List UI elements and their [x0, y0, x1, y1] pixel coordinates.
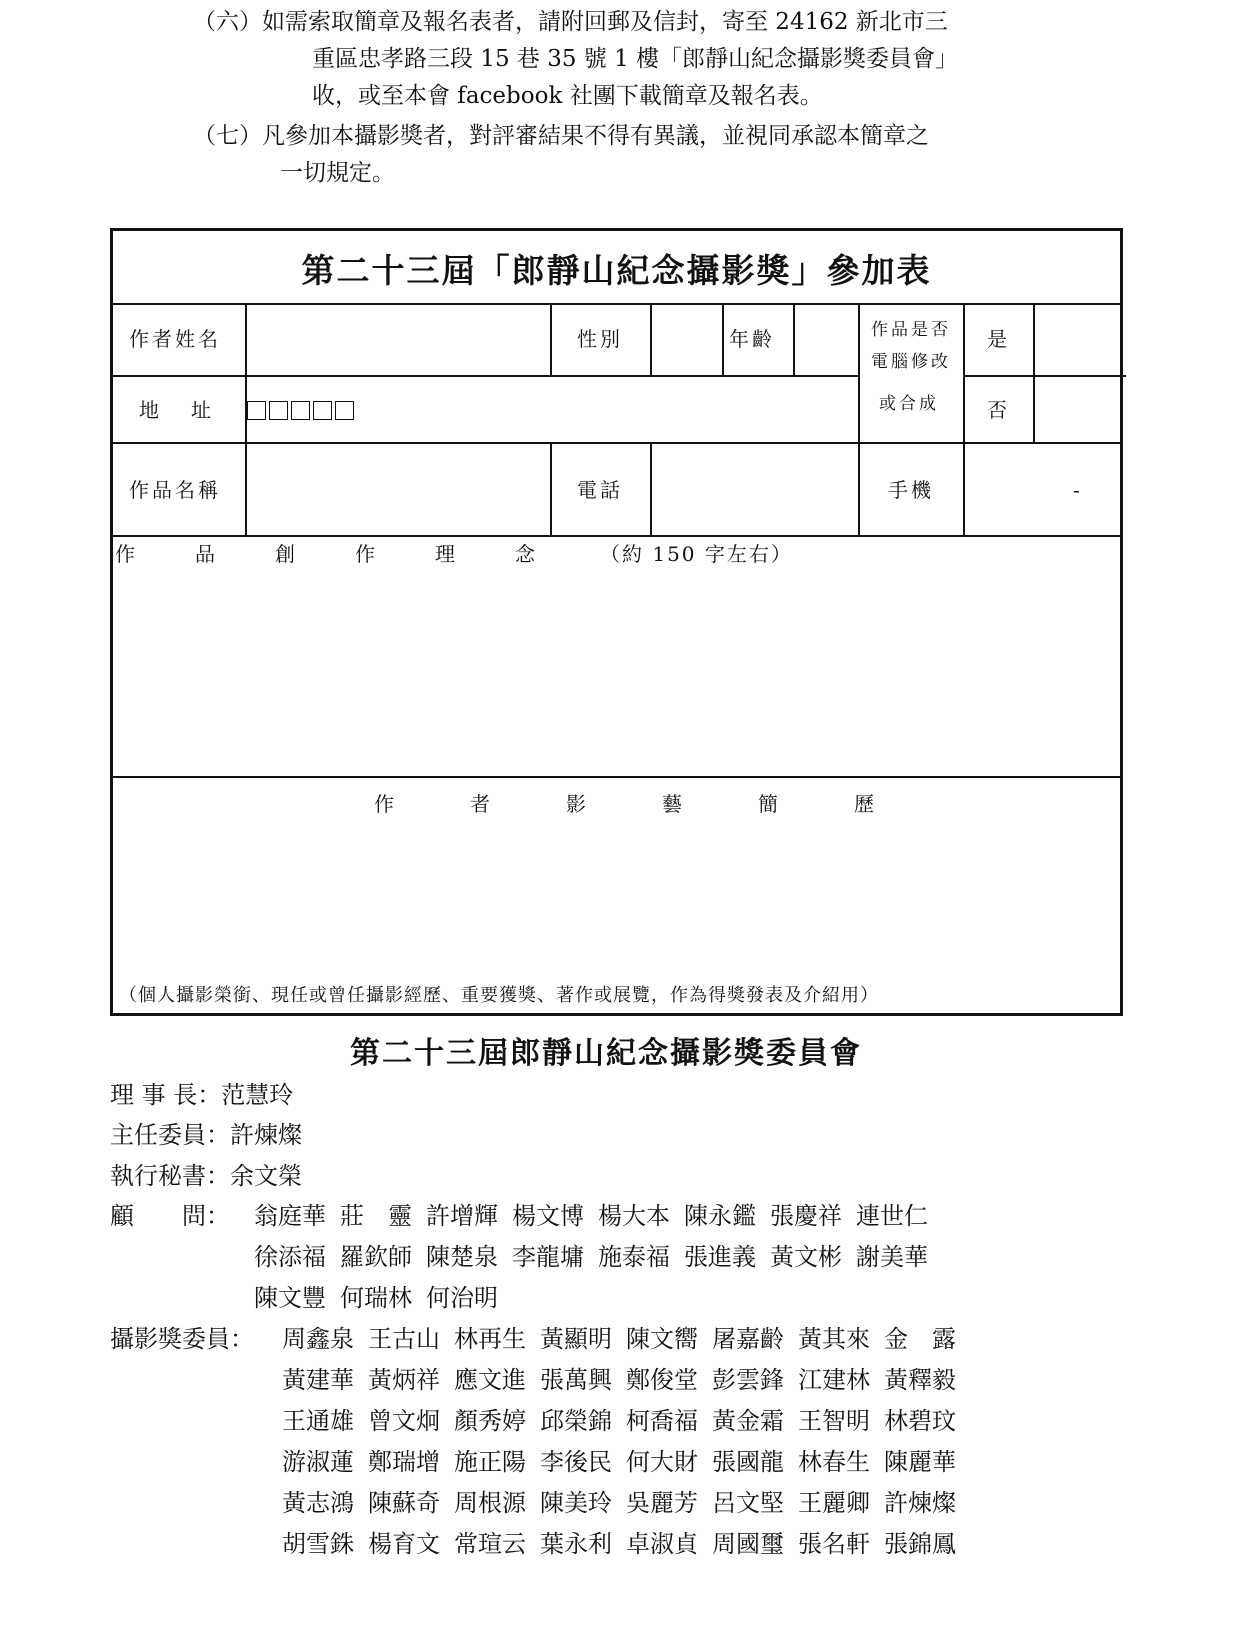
members-line-1	[282, 1319, 970, 1359]
member-name: 黃釋毅	[884, 1366, 956, 1394]
row-divider	[113, 375, 858, 377]
concept-label: 作品創作理念	[115, 542, 595, 566]
col-divider	[650, 442, 652, 535]
col-divider	[793, 303, 795, 375]
advisors-label: 顧 問：	[110, 1202, 230, 1230]
modified-label-line-3: 或合成	[879, 394, 939, 414]
advisor-name: 莊 靈	[340, 1202, 412, 1230]
member-name: 鄭瑞增	[368, 1448, 440, 1476]
author-name-label: 作者姓名	[129, 327, 221, 351]
advisor-name: 張進義	[684, 1243, 756, 1271]
secretary-label: 執行秘書：	[110, 1162, 230, 1190]
secretary-row	[110, 1156, 302, 1196]
row-divider	[113, 303, 1120, 305]
yes-checkbox-field[interactable]	[1037, 306, 1123, 372]
member-name: 呂文堅	[712, 1489, 784, 1517]
author-name-field[interactable]	[249, 306, 547, 372]
chairman-row	[110, 1075, 293, 1115]
member-name: 陳麗華	[884, 1448, 956, 1476]
form-title: 第二十三屆「郎靜山紀念攝影獎」參加表	[301, 251, 932, 290]
col-divider	[963, 303, 965, 535]
members-line-3	[282, 1401, 970, 1441]
member-name: 李後民	[540, 1448, 612, 1476]
modified-label-line-1: 作品是否	[871, 320, 951, 340]
member-name: 黃建華	[282, 1366, 354, 1394]
mobile-field[interactable]: -	[1073, 478, 1080, 502]
member-name: 鄭俊堂	[626, 1366, 698, 1394]
member-name: 施正陽	[454, 1448, 526, 1476]
address-label: 地 址	[139, 398, 217, 422]
advisor-name: 許增輝	[426, 1202, 498, 1230]
advisor-name: 謝美華	[856, 1243, 928, 1271]
col-divider	[722, 303, 724, 375]
member-name: 陳蘇奇	[368, 1489, 440, 1517]
members-line-4	[282, 1442, 970, 1482]
member-name: 黃炳祥	[368, 1366, 440, 1394]
phone-label: 電話	[577, 478, 623, 502]
no-label: 否	[987, 398, 1007, 422]
no-checkbox-field[interactable]	[1037, 378, 1123, 439]
director-row	[110, 1115, 302, 1155]
advisor-name: 陳永鑑	[684, 1202, 756, 1230]
age-field[interactable]	[797, 306, 855, 372]
member-name: 胡雪銖	[282, 1530, 354, 1558]
committee-title: 第二十三屆郎靜山紀念攝影獎委員會	[350, 1036, 862, 1071]
row-divider	[113, 535, 1120, 537]
bio-hint: （個人攝影榮銜、現任或曾任攝影經歷、重要獲獎、著作或展覽，作為得獎發表及介紹用）	[119, 985, 879, 1006]
postal-code-box[interactable]	[247, 401, 266, 420]
member-name: 曾文炯	[368, 1407, 440, 1435]
member-name: 張錦鳳	[884, 1530, 956, 1558]
advisor-name: 楊文博	[512, 1202, 584, 1230]
member-name: 林再生	[454, 1325, 526, 1353]
modified-label-line-2: 電腦修改	[871, 352, 951, 372]
row-divider	[113, 776, 1120, 778]
member-name: 彭雲鋒	[712, 1366, 784, 1394]
advisor-name: 施泰福	[598, 1243, 670, 1271]
director-label: 主任委員：	[110, 1121, 230, 1149]
chairman-name: 范慧玲	[221, 1081, 294, 1109]
advisor-name: 徐添福	[254, 1243, 326, 1271]
advisor-name: 何治明	[426, 1284, 498, 1312]
advisor-name: 連世仁	[856, 1202, 928, 1230]
advisors-line-1	[254, 1196, 942, 1236]
bio-label: 作者影藝簡歷	[374, 792, 950, 816]
col-divider	[858, 303, 860, 535]
postal-code-boxes[interactable]	[247, 396, 357, 422]
member-name: 張名軒	[798, 1530, 870, 1558]
members-line-5	[282, 1483, 970, 1523]
member-name: 王古山	[368, 1325, 440, 1353]
chairman-label: 理 事 長：	[110, 1081, 222, 1109]
member-name: 周根源	[454, 1489, 526, 1517]
concept-textarea[interactable]	[117, 571, 1120, 771]
postal-code-box[interactable]	[269, 401, 288, 420]
advisor-name: 羅欽師	[340, 1243, 412, 1271]
member-name: 楊育文	[368, 1530, 440, 1558]
member-name: 王通雄	[282, 1407, 354, 1435]
col-divider	[550, 303, 552, 375]
advisor-name: 黃文彬	[770, 1243, 842, 1271]
member-name: 顏秀婷	[454, 1407, 526, 1435]
member-name: 王智明	[798, 1407, 870, 1435]
postal-code-box[interactable]	[313, 401, 332, 420]
row-divider	[963, 375, 1126, 377]
row-divider	[113, 442, 1120, 444]
postal-code-box[interactable]	[335, 401, 354, 420]
member-name: 江建林	[798, 1366, 870, 1394]
advisor-name: 張慶祥	[770, 1202, 842, 1230]
member-name: 邱榮錦	[540, 1407, 612, 1435]
note-item-7-line-2: 一切規定。	[280, 160, 395, 186]
member-name: 黃其來	[798, 1325, 870, 1353]
member-name: 葉永利	[540, 1530, 612, 1558]
member-name: 林碧玟	[884, 1407, 956, 1435]
col-divider	[650, 303, 652, 375]
entry-form	[110, 228, 1123, 1016]
member-name: 屠嘉齡	[712, 1325, 784, 1353]
member-name: 何大財	[626, 1448, 698, 1476]
member-name: 游淑蓮	[282, 1448, 354, 1476]
advisor-name: 李龍墉	[512, 1243, 584, 1271]
advisor-name: 何瑞林	[340, 1284, 412, 1312]
member-name: 黃顯明	[540, 1325, 612, 1353]
yes-label: 是	[987, 327, 1007, 351]
director-name: 許煉燦	[230, 1121, 302, 1149]
work-title-label: 作品名稱	[129, 478, 221, 502]
note-item-6-line-1: （六）如需索取簡章及報名表者，請附回郵及信封，寄至 24162 新北市三	[193, 9, 948, 35]
advisor-name: 陳文豐	[254, 1284, 326, 1312]
work-title-field[interactable]	[249, 445, 547, 532]
col-divider	[550, 442, 552, 535]
member-name: 黃志鴻	[282, 1489, 354, 1517]
member-name: 張國龍	[712, 1448, 784, 1476]
member-name: 黃金霜	[712, 1407, 784, 1435]
member-name: 陳美玲	[540, 1489, 612, 1517]
postal-code-box[interactable]	[291, 401, 310, 420]
secretary-name: 余文榮	[230, 1162, 302, 1190]
concept-hint: （約 150 字左右）	[600, 542, 793, 566]
members-line-6	[282, 1524, 970, 1564]
members-label: 攝影獎委員：	[110, 1325, 254, 1353]
member-name: 金 露	[884, 1325, 956, 1353]
note-item-6-line-3: 收，或至本會 facebook 社團下載簡章及報名表。	[312, 83, 823, 109]
member-name: 許煉燦	[884, 1489, 956, 1517]
member-name: 周國璽	[712, 1530, 784, 1558]
member-name: 常瑄云	[454, 1530, 526, 1558]
mobile-label: 手機	[888, 478, 934, 502]
age-label: 年齡	[729, 327, 775, 351]
bio-textarea[interactable]	[117, 823, 1120, 963]
member-name: 卓淑貞	[626, 1530, 698, 1558]
advisors-line-2	[254, 1237, 942, 1277]
advisor-name: 翁庭華	[254, 1202, 326, 1230]
advisor-name: 楊大本	[598, 1202, 670, 1230]
advisors-line-3	[254, 1278, 512, 1318]
phone-field[interactable]	[654, 445, 855, 532]
gender-label: 性別	[577, 327, 623, 351]
member-name: 柯喬福	[626, 1407, 698, 1435]
gender-field[interactable]	[654, 306, 719, 372]
member-name: 周鑫泉	[282, 1325, 354, 1353]
advisor-name: 陳楚泉	[426, 1243, 498, 1271]
member-name: 應文進	[454, 1366, 526, 1394]
note-item-7-line-1: （七）凡參加本攝影獎者，對評審結果不得有異議，並視同承認本簡章之	[193, 123, 929, 149]
member-name: 王麗卿	[798, 1489, 870, 1517]
members-line-2	[282, 1360, 970, 1400]
member-name: 張萬興	[540, 1366, 612, 1394]
member-name: 吳麗芳	[626, 1489, 698, 1517]
member-name: 林春生	[798, 1448, 870, 1476]
col-divider	[1033, 303, 1035, 442]
member-name: 陳文嚮	[626, 1325, 698, 1353]
note-item-6-line-2: 重區忠孝路三段 15 巷 35 號 1 樓「郎靜山紀念攝影獎委員會」	[312, 46, 959, 72]
